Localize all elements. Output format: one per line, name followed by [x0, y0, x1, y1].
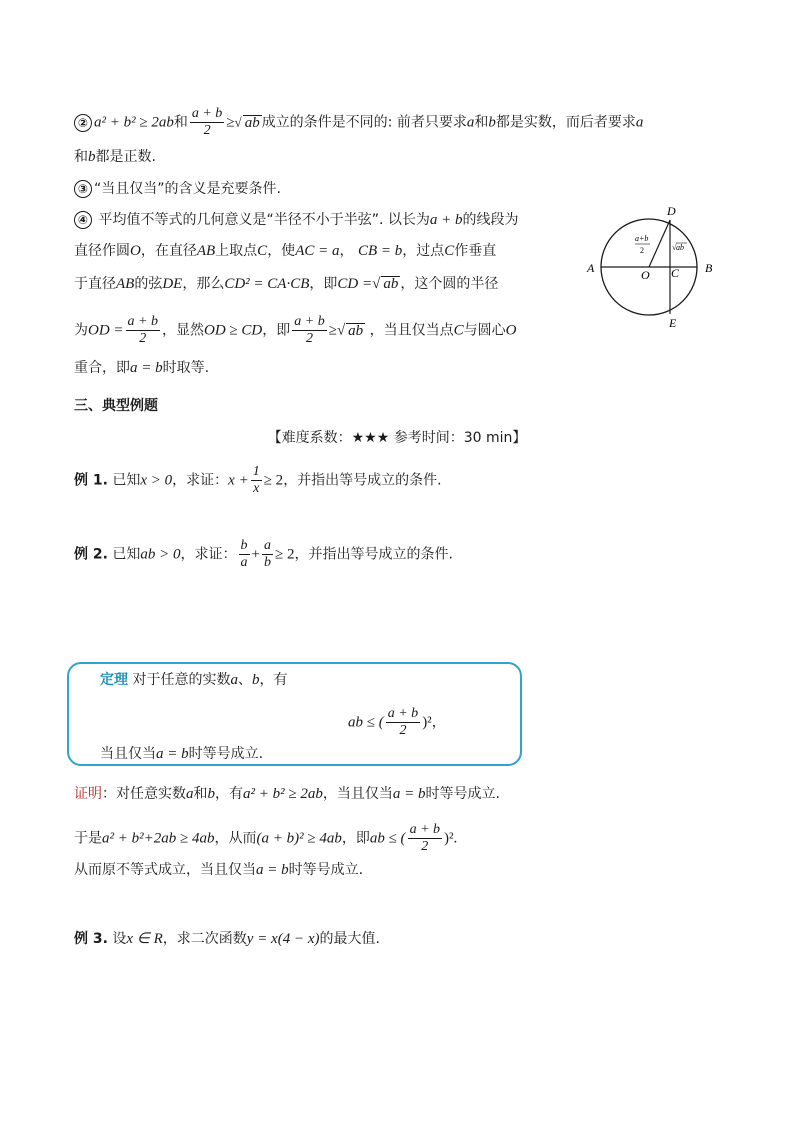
- text: ，有: [215, 786, 243, 802]
- fraction: [386, 706, 420, 739]
- text: 已知: [112, 546, 141, 563]
- math-sqrt: ab: [383, 276, 399, 292]
- proof-label: 证明: [74, 786, 102, 802]
- math-a: a: [635, 114, 644, 131]
- circle-diagram: [585, 200, 725, 330]
- text: 重合，即: [74, 360, 130, 376]
- text: 的弦: [134, 276, 163, 292]
- proof-line1: [74, 784, 500, 804]
- text: 从而原不等式成立，当且仅当: [74, 862, 256, 878]
- theorem-line1: [100, 670, 287, 690]
- difficulty-line: 【难度系数：★★★ 参考时间：30 min】: [267, 430, 527, 446]
- text: 与圆心: [463, 322, 506, 339]
- theorem-formula: [348, 706, 446, 739]
- circled-number: ②: [74, 114, 92, 132]
- text: ，求证：: [180, 546, 237, 563]
- text: “当且仅当”的含义是充要条件.: [94, 181, 281, 197]
- math-C: C: [444, 243, 455, 259]
- label-frac-num: a+b: [635, 234, 649, 243]
- text: ，即: [309, 276, 338, 292]
- fraction-num: b: [240, 538, 248, 553]
- fraction: [190, 106, 224, 139]
- fraction: [126, 314, 160, 347]
- text: ：对任意实数: [102, 786, 186, 802]
- math-close: )²: [422, 714, 432, 731]
- fraction-num: a + b: [409, 822, 441, 837]
- math-ineq2: a² + b²+2ab ≥ 4ab: [102, 830, 215, 847]
- label-sqrt: ab: [676, 243, 684, 252]
- paragraph-4-line4: 为OD = $\frac{a + b}{2}$ ，显然OD ≥ CD，即 $\frac{a + b}{2}$ ≥√ ab ，当且仅当点C与圆心O: [74, 314, 517, 346]
- math-geq2: ≥ 2: [274, 546, 295, 563]
- text: 设: [112, 931, 127, 947]
- fraction: [292, 314, 326, 347]
- math-O: O: [505, 322, 517, 339]
- text: 都是正数.: [95, 149, 156, 165]
- math-geq: ≥: [328, 322, 337, 339]
- math-sqrt: ab: [348, 322, 364, 339]
- section-heading: 三、典型例题: [74, 398, 158, 414]
- label-B: B: [705, 261, 713, 275]
- math-CD2: CD² = CA·CB: [224, 276, 310, 292]
- label-E: E: [669, 316, 677, 330]
- fraction: [408, 822, 442, 855]
- example-label: 例 2.: [74, 546, 108, 563]
- text: 的线段为: [462, 212, 519, 228]
- math-aeqb: a = b: [130, 360, 163, 376]
- fraction-den: 2: [139, 331, 147, 346]
- text: 为: [74, 322, 88, 339]
- text: 对于任意的实数: [132, 672, 231, 688]
- fraction: [251, 464, 262, 497]
- text: 、: [237, 672, 252, 688]
- text: 当且仅当: [100, 746, 156, 762]
- math-ineq: a² + b² ≥ 2ab: [94, 114, 174, 131]
- fraction: [239, 538, 250, 571]
- text: 和: [474, 114, 489, 131]
- fraction-num: 1: [252, 464, 260, 479]
- math-C: C: [257, 243, 268, 259]
- text: ，求二次函数: [162, 931, 247, 947]
- text: 直径作圆: [74, 243, 130, 259]
- text: ，从而: [214, 830, 257, 847]
- example-3: [74, 929, 380, 949]
- math-a: a: [466, 114, 475, 131]
- math-CBb: CB = b: [357, 243, 403, 259]
- text: 的最大值.: [319, 931, 380, 947]
- text: ，过点: [402, 243, 445, 259]
- label-D: D: [667, 204, 676, 218]
- math-ab: ab ≤ (: [369, 830, 406, 847]
- text: ，当且仅当: [322, 786, 393, 802]
- example-2: [74, 538, 453, 571]
- text: 时等号成立.: [425, 786, 500, 802]
- text: 成立的条件是不同的: 前者只要求: [261, 114, 467, 131]
- text: ，并指出等号成立的条件.: [294, 546, 453, 563]
- paragraph-4-line2: [74, 241, 496, 261]
- math-sqrt: ab: [244, 114, 260, 131]
- paragraph-4-line1: [74, 210, 518, 230]
- text: 和: [193, 786, 208, 802]
- math-a: a: [230, 672, 238, 688]
- math-cond: x > 0: [140, 472, 173, 489]
- math-DE: DE: [162, 276, 183, 292]
- text: 于直径: [74, 276, 116, 292]
- fraction-num: a + b: [127, 314, 158, 329]
- text: ，这个圆的半径: [400, 276, 499, 292]
- math-cond: ab > 0: [140, 546, 181, 563]
- label-O: O: [641, 268, 650, 282]
- text: ，有: [259, 672, 288, 688]
- math-AB: AB: [116, 276, 135, 292]
- text: ，并指出等号成立的条件.: [283, 472, 442, 489]
- math-a: a: [186, 786, 194, 802]
- math-AB: AB: [196, 243, 216, 259]
- text: ，在直径: [140, 243, 197, 259]
- circled-number: ③: [74, 180, 92, 198]
- fraction-num: a + b: [294, 314, 325, 329]
- math-b: b: [251, 672, 260, 688]
- text: ，求证：: [172, 472, 229, 489]
- theorem-label: 定理: [100, 672, 128, 688]
- math-b: b: [88, 149, 96, 165]
- text: ，当且仅当点: [369, 322, 454, 339]
- math-close: )²: [444, 830, 454, 847]
- label-C: C: [671, 266, 680, 280]
- label-frac-den: 2: [640, 246, 644, 255]
- text: 作垂直: [454, 243, 497, 259]
- proof-line2: 于是a² + b²+2ab ≥ 4ab，从而(a + b)² ≥ 4ab，即ab ≤ ( $\frac{a + b}{2}$ )².: [74, 822, 458, 854]
- fraction-num: a: [263, 538, 271, 553]
- math-x: x +: [228, 472, 249, 489]
- text: ，即: [341, 830, 370, 847]
- fraction-den: b: [263, 555, 271, 570]
- math-geq: ≥: [226, 114, 235, 131]
- text: ，: [339, 243, 354, 259]
- svg-text:√: √: [672, 243, 677, 252]
- example-label: 例 3.: [74, 931, 108, 947]
- paragraph-4-line3: 于直径AB的弦DE，那么CD² = CA·CB，即CD =√ ab ，这个圆的半径: [74, 276, 499, 292]
- fraction-num: a + b: [191, 106, 223, 121]
- math-ineq: a² + b² ≥ 2ab: [243, 786, 323, 802]
- math-ineq3: (a + b)² ≥ 4ab: [256, 830, 342, 847]
- math-aeqb: a = b: [256, 862, 289, 878]
- math-O: O: [130, 243, 141, 259]
- math-plus: +: [251, 546, 260, 563]
- math-C: C: [453, 322, 464, 339]
- text: 上取点: [215, 243, 258, 259]
- text: 和: [74, 149, 88, 165]
- paragraph-4-line5: [74, 358, 209, 378]
- text: ，: [431, 714, 446, 731]
- math-ODCD: OD ≥ CD: [204, 322, 263, 339]
- paragraph-3: [74, 179, 281, 199]
- fraction-num: a + b: [387, 706, 419, 721]
- text: 平均值不等式的几何意义是“半径不小于半弦”. 以长为: [98, 212, 430, 228]
- text: 时等号成立.: [188, 746, 264, 762]
- fraction-den: 2: [305, 331, 313, 346]
- proof-line3: [74, 860, 363, 880]
- math-fn: y = x(4 − x): [246, 931, 320, 947]
- example-1: [74, 464, 442, 497]
- math-geq2: ≥ 2: [263, 472, 284, 489]
- text: ，使: [267, 243, 296, 259]
- text: ，那么: [182, 276, 225, 292]
- text: 于是: [74, 830, 102, 847]
- math-b: b: [488, 114, 496, 131]
- text: ，显然: [162, 322, 204, 339]
- math-OD: OD =: [88, 322, 124, 339]
- fraction-den: 2: [399, 723, 407, 738]
- math-aeqb: a = b: [156, 746, 189, 762]
- fraction-den: a: [240, 555, 248, 570]
- math-apb: a + b: [429, 212, 463, 228]
- text: 都是实数，而后者要求: [495, 114, 636, 131]
- paragraph-2-line1: ② a² + b² ≥ 2ab和 $\frac{a + b}{2}$ ≥√ ab 成立的条件是不同的: 前者只要求a和b都是实数，而后者要求a: [74, 106, 643, 139]
- circled-number: ④: [74, 211, 92, 229]
- math-ab: ab ≤ (: [348, 714, 384, 731]
- fraction-den: 2: [203, 123, 211, 138]
- text: ，即: [262, 322, 291, 339]
- math-cond: x ∈ R: [126, 931, 163, 947]
- text: 时等号成立.: [288, 862, 364, 878]
- paragraph-2-line2: [74, 147, 156, 167]
- math-aeqb: a = b: [392, 786, 426, 802]
- text: 时取等.: [162, 360, 210, 376]
- math-b: b: [207, 786, 215, 802]
- radius-OD: [649, 220, 670, 267]
- math-CD: CD =: [337, 276, 373, 292]
- fraction-den: x: [253, 481, 260, 496]
- text: 和: [173, 114, 188, 131]
- fraction: [262, 538, 273, 571]
- example-label: 例 1.: [74, 472, 108, 489]
- math-ACa: AC = a: [295, 243, 340, 259]
- text: 已知: [112, 472, 141, 489]
- theorem-line3: [100, 744, 263, 764]
- fraction-den: 2: [421, 839, 429, 854]
- label-A: A: [587, 261, 595, 275]
